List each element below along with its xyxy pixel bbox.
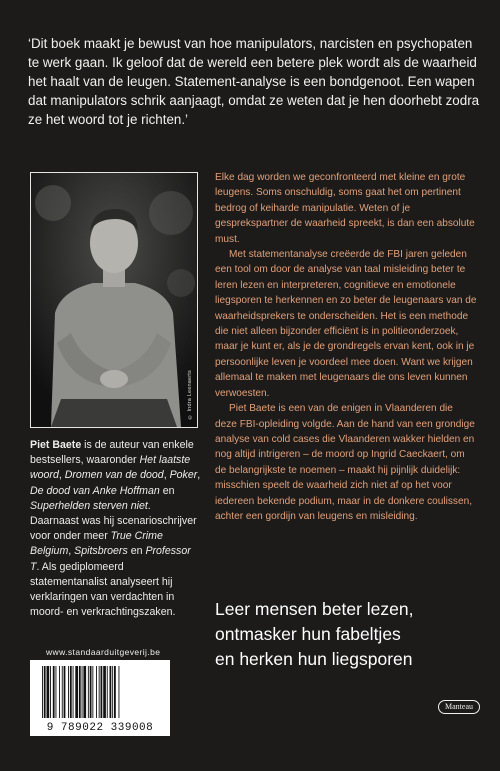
author-bio [30, 438, 202, 620]
book-title: Superhelden sterven niet [30, 499, 148, 512]
bio-text: . Als gediplomeerd statementanalist analyseert hij verklaringen van verdachten in moord- en verkrachtingszaken. [30, 560, 176, 619]
book-title: Het laatste woord [30, 454, 191, 482]
photo-credit: © Indra Leenaerts [187, 369, 193, 419]
publisher-website: www.standaarduitgeverij.be [46, 647, 161, 657]
tagline-line: en herken hun liegsporen [215, 649, 413, 669]
author-photo [30, 172, 198, 428]
series-title: Spitsbroers [74, 545, 128, 558]
book-title: Poker [169, 469, 198, 482]
bio-text: en [127, 545, 146, 558]
author-portrait-image [31, 173, 197, 427]
series-title: True Crime Belgium [30, 530, 163, 558]
bio-text: , [68, 545, 75, 558]
bio-text: en [159, 484, 175, 497]
isbn-barcode [30, 660, 170, 736]
bio-text: is de auteur van enkele bestsellers, waaronder [30, 439, 194, 467]
book-title: De dood van Anke Hoffman [30, 484, 160, 497]
author-name: Piet Baete [30, 439, 82, 451]
bio-text: , [197, 469, 201, 482]
tagline-line: ontmasker hun fabeltjes [215, 624, 401, 644]
bio-text: , [58, 469, 65, 482]
publisher-logo: Manteau [438, 700, 480, 714]
book-title: Dromen van de dood [64, 469, 164, 482]
back-cover-quote: ‘Dit boek maakt je bewust van hoe manipulators, narcisten en psychopaten te werk gaan. Ik geloof dat de wereld een betere plek wordt als de waarheid het haalt van de leugen. Statement-analyse is een bondgenoot. Een wapen dat manipulators schrik aanjaagt, omdat ze weten dat je hen doorhebt zodra ze het woord tot je richten.’ [28, 36, 480, 127]
tagline-line: Leer mensen beter lezen, [215, 599, 414, 619]
series-title: Professor T [30, 545, 191, 573]
bio-text: , [163, 469, 170, 482]
tagline [215, 597, 485, 672]
description-paragraph: Piet Baete is een van de enigen in Vlaanderen die deze FBI-opleiding volgde. Aan de hand van een grondige analyse van cold cases die Vlaanderen wakker hielden en nog altijd intrigeren – de moord op Ingrid Caeckaert, om de belangrijkste te noemen – maakt hij pijnlijk duidelijk: misschien speelt de waarheid zich niet af op het voor iedereen bekende podium, maar in de donkere coulissen, achter een gordijn van leugens en misleiding. [215, 403, 475, 522]
isbn-number: 9 789022 339008 [46, 722, 154, 734]
bio-text: . Daarnaast was hij scenarioschrijver voor onder meer [30, 499, 197, 543]
barcode-bars [30, 660, 170, 722]
book-description [215, 170, 477, 524]
description-paragraph: Met statementanalyse creëerde de FBI jaren geleden een tool om door de analyse van taal misleiding beter te leren lezen en interpreteren, cognitieve en emotionele liegsporen te herkennen en zo beter de leugenaars van de waarheidsprekers te onderscheiden. Het is een methode die niet alleen bijzonder efficiënt is in politieonderzoek, maar je kunt er, als je de grondregels ervan kent, ook in je persoonlijke leven je voordeel mee doen. Want we krijgen allemaal te maken met leugenaars die ons leven kunnen verwoesten. [215, 249, 477, 399]
description-paragraph: Elke dag worden we geconfronteerd met kleine en grote leugens. Soms onschuldig, soms gaat het om pertinent bedrog of keiharde manipulatie. Weten of je gesprekspartner de waarheid spreekt, is dan een absolute must. [215, 172, 475, 245]
